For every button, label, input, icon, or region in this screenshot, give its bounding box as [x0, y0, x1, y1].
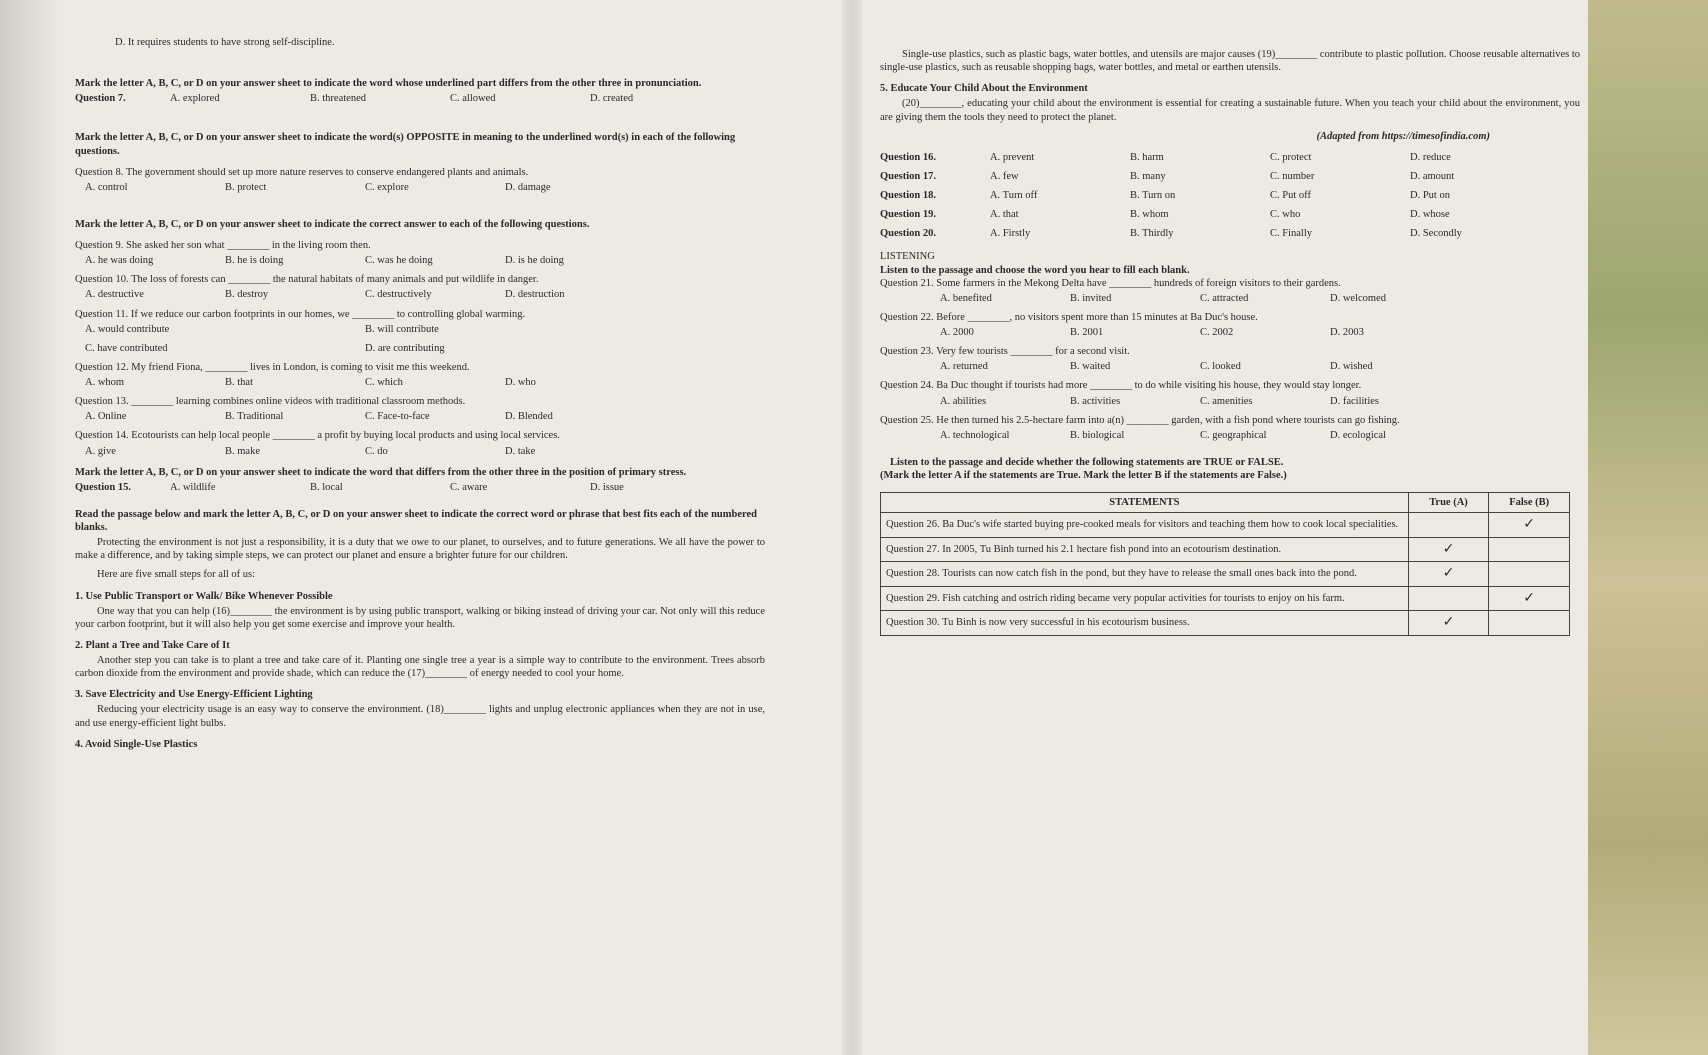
instruction-passage: Read the passage below and mark the letter A, B, C, or D on your answer sheet to indicate the correct word or phrase that best fits each of the numbered blanks.	[75, 508, 757, 533]
q24-c[interactable]: C. amenities	[1200, 395, 1253, 407]
q17-label: Question 17.	[880, 170, 937, 182]
q10-text: Question 10. The loss of forests can ________ the natural habitats of many animals and put wildlife in danger.	[75, 274, 539, 286]
instruction-true-false-note: (Mark the letter A if the statements are True. Mark the letter B if the statements are False.)	[880, 470, 1287, 481]
q24-b[interactable]: B. activities	[1070, 395, 1121, 407]
q9-a[interactable]: A. he was doing	[85, 255, 154, 267]
header-false: False (B)	[1489, 493, 1570, 513]
instruction-opposite: Mark the letter A, B, C, or D on your answer sheet to indicate the word(s) OPPOSITE in meaning to the underlined word(s) in each of the following questions.	[75, 132, 736, 157]
table-header-row	[881, 493, 1570, 513]
header-true: True (A)	[1408, 493, 1489, 513]
statement-28: Question 28. Tourists can now catch fish in the pond, but they have to release the small ones back into the pond.	[881, 562, 1409, 587]
q22-c[interactable]: C. 2002	[1200, 327, 1234, 338]
q21-a[interactable]: A. benefited	[940, 292, 992, 304]
q15-c[interactable]: C. aware	[450, 481, 488, 493]
q25-a[interactable]: A. technological	[940, 429, 1010, 441]
q11-d[interactable]: D. are contributing	[365, 342, 445, 354]
q14-d[interactable]: D. take	[505, 445, 536, 457]
passage-p1: Protecting the environment is not just a responsibility, it is a duty that we owe to our planet, to ourselves, and to future generations. We all have the power to make a difference, and by taking simple steps, we can protect our planet and ensure a brighter future for our children.	[75, 537, 765, 562]
question-10-options	[75, 288, 765, 301]
page-gutter	[842, 0, 862, 1055]
passage-p3: One way that you can help (16)________ the environment is by using public transport, walking or biking instead of driving your car. Not only will this reduce your carbon footprint, but it will also help you get some exercise and improve your health.	[75, 605, 765, 630]
q16-d[interactable]: D. reduce	[1410, 151, 1451, 163]
q30-false-cell[interactable]	[1489, 611, 1570, 636]
q11-c[interactable]: C. have contributed	[85, 342, 168, 354]
q11-b[interactable]: B. will contribute	[365, 323, 439, 335]
q26-true-cell[interactable]	[1408, 513, 1489, 538]
leaf-background	[1588, 0, 1708, 1055]
q7-d[interactable]: D. created	[590, 93, 634, 105]
q18-b[interactable]: B. Turn on	[1130, 190, 1176, 201]
table-row	[881, 537, 1570, 562]
q13-c[interactable]: C. Face-to-face	[365, 411, 430, 423]
q24-a[interactable]: A. abilities	[940, 395, 987, 407]
q17-a[interactable]: A. few	[990, 170, 1019, 182]
instruction-stress: Mark the letter A, B, C, or D on your answer sheet to indicate the word that differs from the other three in the position of primary stress.	[75, 466, 687, 478]
q23-c[interactable]: C. looked	[1200, 361, 1241, 373]
q24-d[interactable]: D. facilities	[1330, 395, 1379, 407]
q17-d[interactable]: D. amount	[1410, 170, 1455, 182]
right-page	[880, 46, 1580, 636]
q15-b[interactable]: B. local	[310, 481, 343, 493]
table-row	[881, 586, 1570, 611]
q9-c[interactable]: C. was he doing	[365, 255, 433, 267]
q20-label: Question 20.	[880, 228, 937, 240]
q20-c[interactable]: C. Finally	[1270, 228, 1313, 240]
statement-29: Question 29. Fish catching and ostrich riding became very popular activities for tourists to enjoy on his farm.	[881, 586, 1409, 611]
q22-b[interactable]: B. 2001	[1070, 327, 1104, 338]
q25-text: Question 25. He then turned his 2.5-hectare farm into a(n) ________ garden, with a fish pond where tourists can go fishing.	[880, 414, 1400, 426]
instruction-pronunciation: Mark the letter A, B, C, or D on your answer sheet to indicate the word whose underlined part differs from the other three in pronunciation.	[75, 78, 702, 90]
q12-c[interactable]: C. which	[365, 377, 403, 388]
q30-true-cell[interactable]: ✓	[1408, 611, 1489, 636]
question-18	[880, 189, 1580, 202]
q18-c[interactable]: C. Put off	[1270, 190, 1311, 201]
q16-c[interactable]: C. protect	[1270, 151, 1312, 163]
q18-a[interactable]: A. Turn off	[990, 190, 1038, 201]
instruction-correct-answer: Mark the letter A, B, C, or D on your answer sheet to indicate the correct answer to each of the following questions.	[75, 218, 590, 230]
table-row	[881, 513, 1570, 538]
q20-d[interactable]: D. Secondly	[1410, 228, 1462, 240]
header-statements: STATEMENTS	[881, 493, 1409, 513]
instruction-listening-fill: Listen to the passage and choose the word you hear to fill each blank.	[880, 264, 1190, 276]
q8-text: Question 8. The government should set up more nature reserves to conserve endangered plants and animals.	[75, 166, 529, 178]
question-12-options	[75, 376, 765, 389]
q21-text: Question 21. Some farmers in the Mekong Delta have ________ hundreds of foreign visitors to their gardens.	[880, 277, 1341, 289]
q22-d[interactable]: D. 2003	[1330, 327, 1364, 338]
q18-d[interactable]: D. Put on	[1410, 190, 1450, 201]
q24-text: Question 24. Ba Duc thought if tourists had more ________ to do while visiting his house, they would stay longer.	[880, 380, 1362, 392]
q16-a[interactable]: A. prevent	[990, 151, 1035, 163]
q8-d[interactable]: D. damage	[505, 181, 551, 193]
q19-a[interactable]: A. that	[990, 209, 1019, 221]
q13-text: Question 13. ________ learning combines online videos with traditional classroom methods.	[75, 396, 466, 408]
passage-heading-3: 3. Save Electricity and Use Energy-Efficient Lighting	[75, 689, 313, 701]
table-row	[881, 611, 1570, 636]
question-11-options	[75, 323, 765, 336]
q25-d[interactable]: D. ecological	[1330, 429, 1386, 441]
q10-d[interactable]: D. destruction	[505, 289, 565, 301]
q17-c[interactable]: C. number	[1270, 170, 1315, 182]
table-row	[881, 562, 1570, 587]
q9-b[interactable]: B. he is doing	[225, 255, 284, 267]
q29-true-cell[interactable]	[1408, 586, 1489, 611]
listening-heading: LISTENING	[880, 251, 935, 263]
q10-c[interactable]: C. destructively	[365, 289, 432, 301]
q14-c[interactable]: C. do	[365, 445, 388, 457]
q17-b[interactable]: B. many	[1130, 170, 1166, 182]
passage-p4: Another step you can take is to plant a tree and take care of it. Planting one single tree a year is a simple way to contribute to the environment. Trees absorb carbon dioxide from the environment and provide shade, which can reduce the (17)________ of energy needed to cool your home.	[75, 655, 765, 680]
q13-d[interactable]: D. Blended	[505, 411, 553, 423]
q27-true-cell[interactable]: ✓	[1408, 537, 1489, 562]
instruction-true-false: Listen to the passage and decide whether the following statements are TRUE or FALSE.	[890, 456, 1284, 468]
q23-d[interactable]: D. wished	[1330, 361, 1373, 373]
question-25-options	[880, 429, 1580, 442]
q23-b[interactable]: B. waited	[1070, 361, 1111, 373]
question-20	[880, 227, 1580, 240]
q23-text: Question 23. Very few tourists ________ for a second visit.	[880, 346, 1130, 358]
statement-27: Question 27. In 2005, Tu Binh turned his 2.1 hectare fish pond into an ecotourism destination.	[881, 537, 1409, 562]
q13-b[interactable]: B. Traditional	[225, 411, 284, 423]
q14-b[interactable]: B. make	[225, 445, 260, 457]
q7-label: Question 7.	[75, 93, 126, 105]
q12-a[interactable]: A. whom	[85, 377, 125, 388]
q19-b[interactable]: B. whom	[1130, 209, 1169, 221]
q18-label: Question 18.	[880, 190, 937, 201]
q25-b[interactable]: B. biological	[1070, 429, 1125, 441]
question-16	[880, 151, 1580, 164]
q19-d[interactable]: D. whose	[1410, 209, 1450, 221]
q10-b[interactable]: B. destroy	[225, 289, 269, 301]
question-23-options	[880, 360, 1580, 373]
q15-a[interactable]: A. wildlife	[170, 481, 216, 493]
question-21-options	[880, 292, 1580, 305]
q11-a[interactable]: A. would contribute	[85, 323, 170, 335]
q26-false-cell[interactable]: ✓	[1489, 513, 1570, 538]
passage-p5: Reducing your electricity usage is an easy way to conserve the environment. (18)________ lights and unplug electronic appliances when they are not in use, and use energy-efficient light bulbs.	[75, 704, 765, 729]
q16-b[interactable]: B. harm	[1130, 151, 1164, 163]
q16-label: Question 16.	[880, 151, 937, 163]
passage-p6: Single-use plastics, such as plastic bags, water bottles, and utensils are major causes (19)________ contribute to plastic pollution. Choose reusable alternatives to single-use plastics, such as reusable shopping bags, water bottles, and metal or earthen utensils.	[880, 49, 1580, 74]
q22-a[interactable]: A. 2000	[940, 327, 974, 338]
question-8-options	[75, 181, 765, 194]
q21-d[interactable]: D. welcomed	[1330, 292, 1386, 304]
q21-b[interactable]: B. invited	[1070, 292, 1112, 304]
passage-heading-2: 2. Plant a Tree and Take Care of It	[75, 639, 230, 651]
q11-text: Question 11. If we reduce our carbon footprints in our homes, we ________ to controlling global warming.	[75, 308, 526, 320]
q8-c[interactable]: C. explore	[365, 181, 409, 193]
q20-a[interactable]: A. Firstly	[990, 228, 1031, 240]
q13-a[interactable]: A. Online	[85, 411, 127, 423]
question-14-options	[75, 445, 765, 458]
passage-heading-5: 5. Educate Your Child About the Environment	[880, 83, 1088, 95]
question-13-options	[75, 410, 765, 423]
q7-c[interactable]: C. allowed	[450, 93, 496, 105]
question-7	[75, 92, 765, 105]
question-24-options	[880, 395, 1580, 408]
q8-b[interactable]: B. protect	[225, 181, 267, 193]
question-17	[880, 170, 1580, 183]
question-11-options-2	[75, 342, 765, 355]
q19-label: Question 19.	[880, 209, 937, 221]
passage-p2: Here are five small steps for all of us:	[97, 569, 256, 581]
question-22-options	[880, 326, 1580, 339]
q8-a[interactable]: A. control	[85, 181, 128, 193]
q14-text: Question 14. Ecotourists can help local people ________ a profit by buying local products and using local services.	[75, 430, 560, 442]
q9-d[interactable]: D. is he doing	[505, 255, 564, 267]
q7-a[interactable]: A. explored	[170, 93, 220, 105]
passage-heading-4: 4. Avoid Single-Use Plastics	[75, 738, 198, 750]
q19-c[interactable]: C. who	[1270, 209, 1301, 221]
q28-true-cell[interactable]: ✓	[1408, 562, 1489, 587]
q25-c[interactable]: C. geographical	[1200, 429, 1267, 441]
question-9-options	[75, 254, 765, 267]
q14-a[interactable]: A. give	[85, 445, 116, 457]
q27-false-cell[interactable]	[1489, 537, 1570, 562]
question-19	[880, 208, 1580, 221]
statements-table	[880, 492, 1570, 636]
question-15	[75, 481, 765, 494]
q10-a[interactable]: A. destructive	[85, 289, 144, 301]
statement-26: Question 26. Ba Duc's wife started buying pre-cooked meals for visitors and teaching them how to cook local specialities.	[881, 513, 1409, 538]
line-d: D. It requires students to have strong self-discipline.	[115, 37, 335, 48]
source-note: (Adapted from https://timesofindia.com)	[1316, 130, 1490, 142]
passage-heading-1: 1. Use Public Transport or Walk/ Bike Whenever Possible	[75, 590, 333, 602]
q23-a[interactable]: A. returned	[940, 361, 988, 373]
passage-p7: (20)________, educating your child about the environment is essential for creating a sustainable future. When you teach your child about the environment, you are giving them the tools they need to protect the planet.	[880, 98, 1580, 123]
page-shadow	[0, 0, 60, 1055]
q12-d[interactable]: D. who	[505, 377, 536, 388]
q12-b[interactable]: B. that	[225, 377, 253, 388]
q29-false-cell[interactable]: ✓	[1489, 586, 1570, 611]
q20-b[interactable]: B. Thirdly	[1130, 228, 1174, 240]
statement-30: Question 30. Tu Binh is now very successful in his ecotourism business.	[881, 611, 1409, 636]
q12-text: Question 12. My friend Fiona, ________ lives in London, is coming to visit me this weekend.	[75, 361, 470, 373]
q7-b[interactable]: B. threatened	[310, 93, 366, 105]
left-page	[75, 36, 765, 751]
q28-false-cell[interactable]	[1489, 562, 1570, 587]
q22-text: Question 22. Before ________, no visitors spent more than 15 minutes at Ba Duc's house.	[880, 311, 1258, 323]
q15-d[interactable]: D. issue	[590, 481, 624, 493]
q21-c[interactable]: C. attracted	[1200, 292, 1249, 304]
q15-label: Question 15.	[75, 481, 132, 493]
q9-text: Question 9. She asked her son what ________ in the living room then.	[75, 240, 371, 251]
